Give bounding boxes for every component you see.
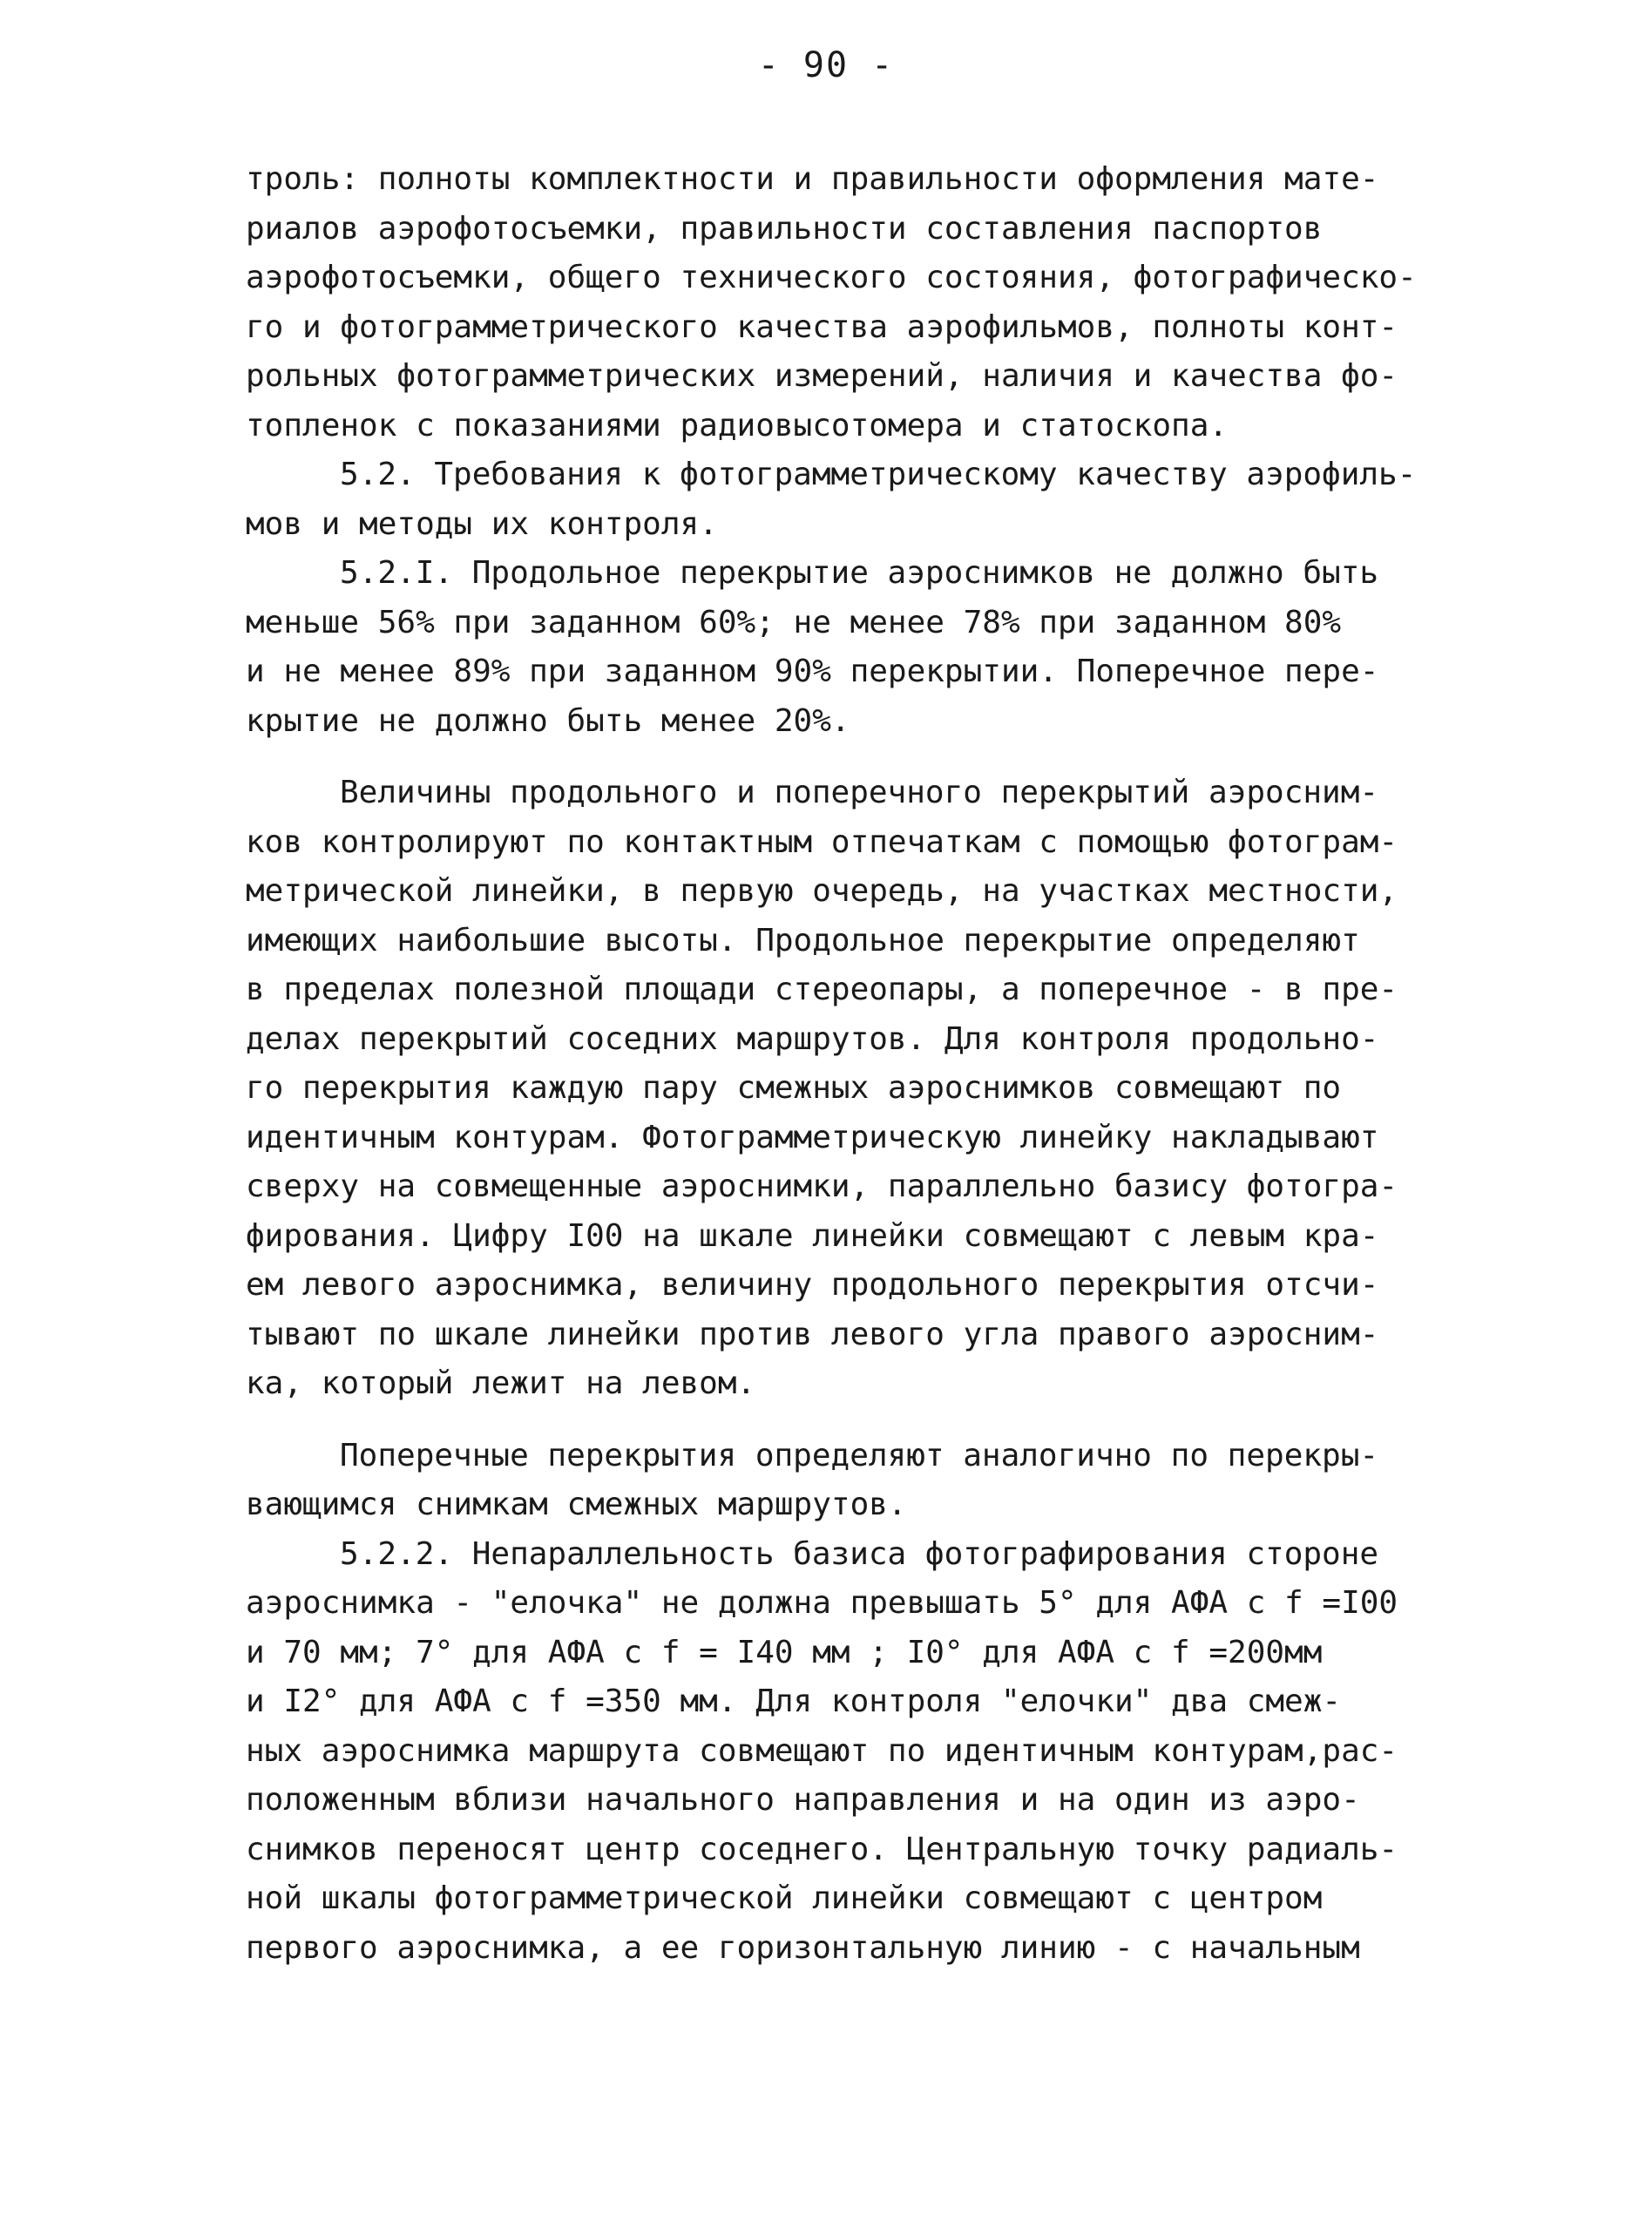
text-line: ных аэроснимка маршрута совмещают по идентичным контурам,рас- xyxy=(246,1732,1398,1769)
text-line: в пределах полезной площади стереопары, а поперечное - в пре- xyxy=(246,972,1398,1007)
text-line: идентичным контурам. Фотограмметрическую линейку накладывают xyxy=(246,1119,1379,1155)
text-line: имеющих наибольшие высоты. Продольное перекрытие определяют xyxy=(246,922,1360,959)
text-line: делах перекрытий соседних маршрутов. Для контроля продольно- xyxy=(246,1020,1379,1057)
body-text xyxy=(246,155,1457,1973)
text-line: и 70 мм; 7° для АФА с f = I40 мм ; I0° для АФА с f =200мм xyxy=(246,1634,1323,1670)
text-line: вающимся снимкам смежных маршрутов. xyxy=(246,1487,907,1522)
text-line: сверху на совмещенные аэроснимки, параллельно базису фотогра- xyxy=(246,1169,1398,1204)
text-line: го и фотограмметрического качества аэрофильмов, полноты конт- xyxy=(246,308,1398,345)
text-line: 5.2. Требования к фотограмметрическому качеству аэрофиль- xyxy=(340,457,1417,492)
text-line: Величины продольного и поперечного перекрытий аэросним- xyxy=(340,775,1379,810)
text-line: го перекрытия каждую пару смежных аэроснимков совмещают по xyxy=(246,1070,1342,1106)
text-line: ков контролируют по контактным отпечаткам с помощью фотограм- xyxy=(246,823,1398,860)
text-line: метрической линейки, в первую очередь, на участках местности, xyxy=(246,873,1398,909)
text-line: ка, который лежит на левом. xyxy=(246,1365,756,1401)
text-line: рольных фотограмметрических измерений, наличия и качества фо- xyxy=(246,358,1398,394)
text-line: мов и методы их контроля. xyxy=(246,505,718,542)
text-line: и не менее 89% при заданном 90% перекрытии. Поперечное пере- xyxy=(246,654,1379,689)
text-line: ной шкалы фотограмметрической линейки совмещают с центром xyxy=(246,1880,1323,1916)
text-line: положенным вблизи начального направления и на один из аэро- xyxy=(246,1782,1360,1818)
text-line: тывают по шкале линейки против левого угла правого аэросним- xyxy=(246,1316,1379,1352)
text-line: фирования. Цифру I00 на шкале линейки совмещают с левым кра- xyxy=(246,1217,1379,1254)
text-line: топленок с показаниями радиовысотомера и статоскопа. xyxy=(246,407,1229,444)
page-number: - 90 - xyxy=(757,45,895,85)
text-line: троль: полноты комплектности и правильности оформления мате- xyxy=(246,161,1379,197)
text-line: аэрофотосъемки, общего технического состояния, фотографическо- xyxy=(246,260,1417,295)
text-line: 5.2.I. Продольное перекрытие аэроснимков не должно быть xyxy=(340,555,1379,591)
text-line: снимков переносят центр соседнего. Центральную точку радиаль- xyxy=(246,1831,1398,1867)
text-line: Поперечные перекрытия определяют аналогично по перекры- xyxy=(340,1437,1379,1474)
text-line: меньше 56% при заданном 60%; не менее 78% при заданном 80% xyxy=(246,604,1342,640)
text-line: и I2° для АФА с f =350 мм. Для контроля "елочки" два смеж- xyxy=(246,1684,1342,1719)
text-line: ем левого аэроснимка, величину продольного перекрытия отсчи- xyxy=(246,1267,1379,1303)
text-line: аэроснимка - "елочка" не должна превышать 5° для АФА с f =I00 xyxy=(246,1585,1398,1621)
text-line: первого аэроснимка, а ее горизонтальную линию - с начальным xyxy=(246,1929,1360,1966)
text-line: риалов аэрофотосъемки, правильности составления паспортов xyxy=(246,210,1323,247)
text-line: крытие не должно быть менее 20%. xyxy=(246,702,850,739)
text-line: 5.2.2. Непараллельность базиса фотографирования стороне xyxy=(340,1535,1379,1572)
